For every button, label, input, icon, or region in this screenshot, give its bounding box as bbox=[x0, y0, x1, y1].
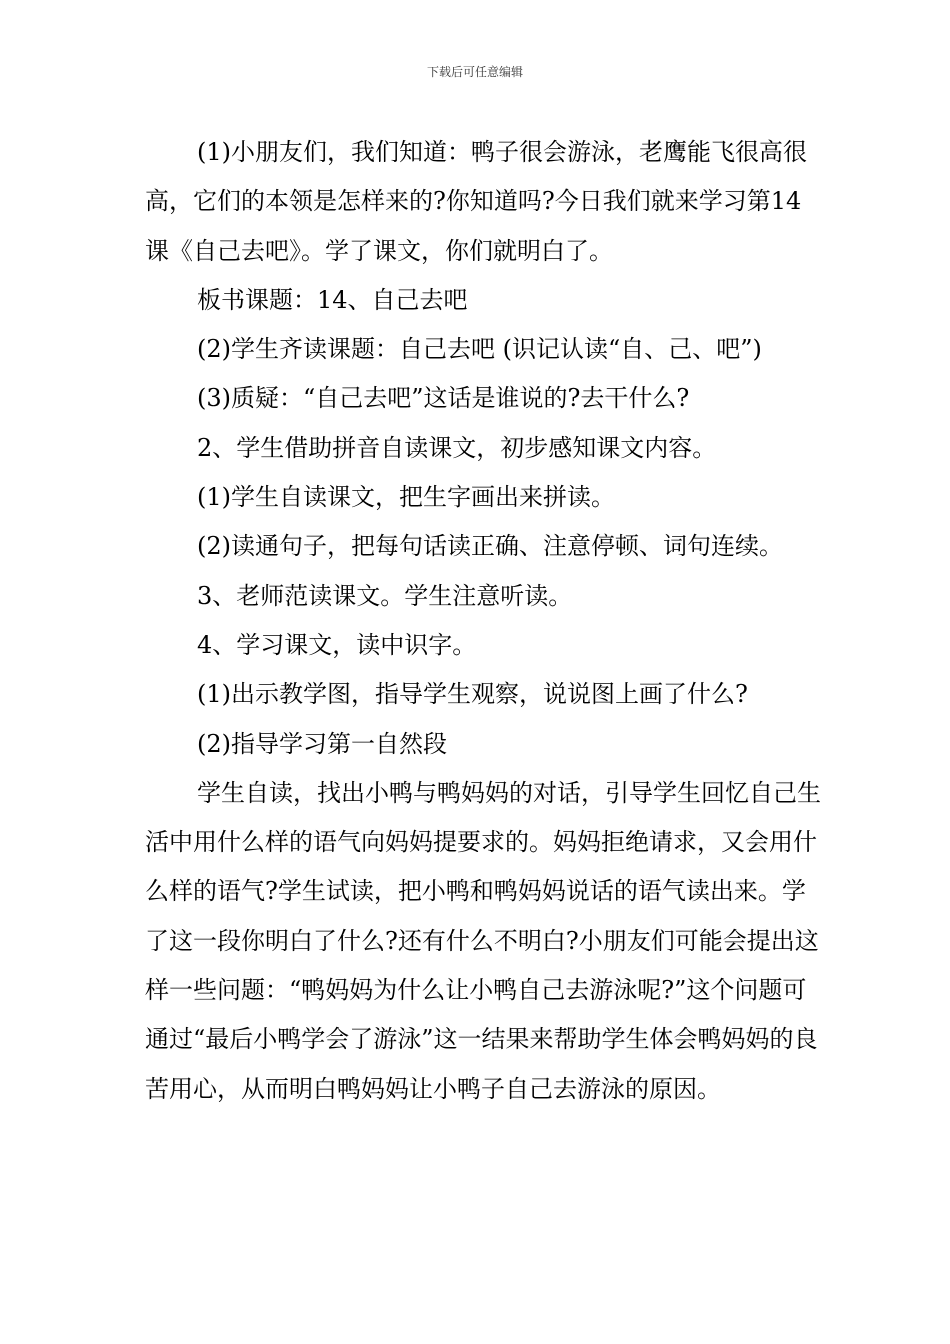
paragraph-step-4-2: (2)指导学习第一自然段 bbox=[197, 729, 447, 758]
paragraph-step-4: 4、学习课文，读中识字。 bbox=[197, 630, 477, 659]
paragraph-step-4-1: (1)出示教学图，指导学生观察，说说图上画了什么? bbox=[197, 680, 748, 709]
paragraph-read-title: (2)学生齐读课题：自己去吧 (识记认读“自、己、吧”) bbox=[197, 335, 762, 364]
paragraph-step-2-1: (1)学生自读课文，把生字画出来拼读。 bbox=[197, 483, 615, 512]
paragraph-step-3: 3、老师范读课文。学生注意听读。 bbox=[197, 581, 573, 610]
paragraph-intro-question: (1)小朋友们，我们知道：鸭子很会游泳，老鹰能飞很高很高，它们的本领是怎样来的?你知道吗?今日我们就来学习第14课《自己去吧》。学了课文，你们就明白了。 bbox=[145, 138, 807, 265]
paragraph-question: (3)质疑：“自己去吧”这话是谁说的?去干什么? bbox=[197, 384, 690, 413]
paragraph-step-2-2: (2)读通句子，把每句话读正确、注意停顿、词句连续。 bbox=[197, 532, 783, 561]
document-body bbox=[145, 128, 825, 1114]
paragraph-board-title: 板书课题：14、自己去吧 bbox=[197, 285, 468, 314]
page-header: 下载后可任意编辑 bbox=[426, 65, 523, 79]
paragraph-step-2: 2、学生借助拼音自读课文，初步感知课文内容。 bbox=[197, 433, 717, 462]
paragraph-discussion: 学生自读，找出小鸭与鸭妈妈的对话，引导学生回忆自己生活中用什么样的语气向妈妈提要求的。妈妈拒绝请求，又会用什么样的语气?学生试读，把小鸭和鸭妈妈说话的语气读出来。学了这一段你明白了什么?还有什么不明白?小朋友们可能会提出这样一些问题：“鸭妈妈为什么让小鸭自己去游泳呢?”这个问题可通过“最后小鸭学会了游泳”这一结果来帮助学生体会鸭妈妈的良苦用心，从而明白鸭妈妈让小鸭子自己去游泳的原因。 bbox=[145, 778, 821, 1103]
